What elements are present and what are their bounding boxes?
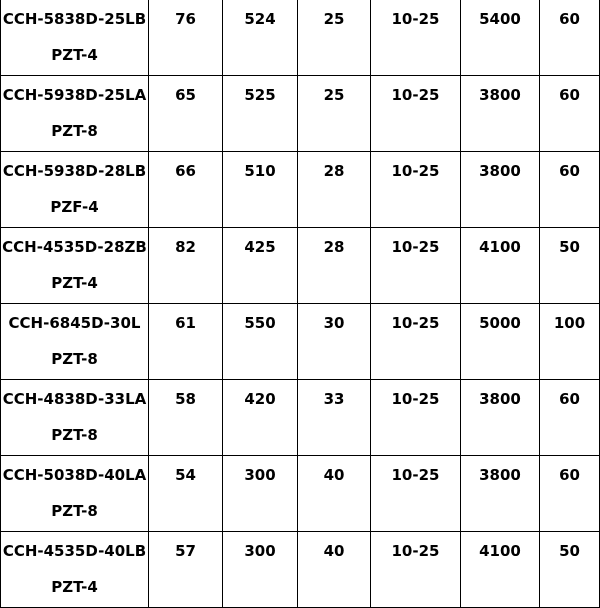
col-2-value <box>223 228 298 304</box>
cell-text: 54 <box>175 466 196 484</box>
cell-text: 76 <box>175 10 196 28</box>
col-5-value <box>461 532 540 608</box>
cell-text: 25 <box>323 10 345 28</box>
material-code: PZT-8 <box>51 122 98 140</box>
col-3-value <box>298 76 371 152</box>
col-7-value <box>540 228 600 304</box>
cell-text: 58 <box>175 390 196 408</box>
col-7-value <box>540 456 600 532</box>
cell-text: 3800 <box>479 162 521 180</box>
cell-text: 524 <box>244 10 276 28</box>
cell-text: 57 <box>175 542 196 560</box>
model-cell <box>1 76 149 152</box>
cell-text: 28 <box>323 162 345 180</box>
col-7-value <box>540 532 600 608</box>
cell-text: 10-25 <box>391 314 440 332</box>
model-number: CCH-5938D-28LB <box>2 162 147 180</box>
col-3-value <box>298 380 371 456</box>
range-value <box>371 0 461 76</box>
col-3-value <box>298 456 371 532</box>
cell-text: 60 <box>559 162 580 180</box>
col-2-value <box>223 456 298 532</box>
table-row <box>1 228 600 304</box>
range-value <box>371 304 461 380</box>
table-row <box>1 76 600 152</box>
model-number: CCH-5838D-25LB <box>2 10 147 28</box>
cell-text: 50 <box>559 238 580 256</box>
range-value <box>371 380 461 456</box>
material-code: PZT-4 <box>51 46 98 64</box>
cell-text: 40 <box>323 542 345 560</box>
model-number: CCH-5938D-25LA <box>2 86 147 104</box>
cell-text: 28 <box>323 238 345 256</box>
col-5-value <box>461 76 540 152</box>
material-code: PZT-8 <box>51 502 98 520</box>
col-3-value <box>298 304 371 380</box>
cell-text: 82 <box>175 238 196 256</box>
col-7-value <box>540 0 600 76</box>
material-code: PZT-4 <box>51 578 98 596</box>
cell-text: 5400 <box>479 10 521 28</box>
model-cell <box>1 228 149 304</box>
range-value <box>371 76 461 152</box>
model-number: CCH-4535D-40LB <box>2 542 147 560</box>
range-value <box>371 456 461 532</box>
table-row <box>1 304 600 380</box>
col-5-value <box>461 456 540 532</box>
col-5-value <box>461 380 540 456</box>
cell-text: 50 <box>559 542 580 560</box>
col-3-value <box>298 228 371 304</box>
model-cell <box>1 304 149 380</box>
material-code: PZT-8 <box>51 350 98 368</box>
cell-text: 10-25 <box>391 390 440 408</box>
cell-text: 100 <box>553 314 586 332</box>
cell-text: 300 <box>244 542 276 560</box>
model-cell <box>1 380 149 456</box>
cell-text: 66 <box>175 162 196 180</box>
cell-text: 60 <box>559 10 580 28</box>
model-number: CCH-5038D-40LA <box>2 466 147 484</box>
model-number: CCH-6845D-30L <box>8 314 141 332</box>
table-row <box>1 380 600 456</box>
col-2-value <box>223 152 298 228</box>
cell-text: 10-25 <box>391 542 440 560</box>
cell-text: 33 <box>323 390 345 408</box>
cell-text: 10-25 <box>391 466 440 484</box>
cell-text: 510 <box>244 162 276 180</box>
cell-text: 60 <box>559 86 580 104</box>
range-value <box>371 228 461 304</box>
col-1-value <box>149 152 223 228</box>
cell-text: 25 <box>323 86 345 104</box>
cell-text: 4100 <box>479 542 521 560</box>
col-7-value <box>540 304 600 380</box>
table-body <box>1 0 600 608</box>
model-cell <box>1 152 149 228</box>
col-1-value <box>149 380 223 456</box>
cell-text: 60 <box>559 466 580 484</box>
material-code: PZT-8 <box>51 426 98 444</box>
cell-text: 61 <box>175 314 196 332</box>
cell-text: 300 <box>244 466 276 484</box>
table-row <box>1 532 600 608</box>
col-5-value <box>461 0 540 76</box>
cell-text: 10-25 <box>391 10 440 28</box>
cell-text: 550 <box>244 314 276 332</box>
col-1-value <box>149 532 223 608</box>
col-5-value <box>461 228 540 304</box>
col-5-value <box>461 152 540 228</box>
col-1-value <box>149 304 223 380</box>
cell-text: 3800 <box>479 86 521 104</box>
col-2-value <box>223 304 298 380</box>
cell-text: 420 <box>244 390 276 408</box>
model-number: CCH-4535D-28ZB <box>2 238 147 256</box>
cell-text: 65 <box>175 86 196 104</box>
col-7-value <box>540 380 600 456</box>
model-number: CCH-4838D-33LA <box>2 390 147 408</box>
range-value <box>371 532 461 608</box>
cell-text: 4100 <box>479 238 521 256</box>
col-3-value <box>298 532 371 608</box>
cell-text: 3800 <box>479 466 521 484</box>
cell-text: 525 <box>244 86 276 104</box>
cell-text: 10-25 <box>391 162 440 180</box>
col-7-value <box>540 152 600 228</box>
material-code: PZF-4 <box>50 198 99 216</box>
table-row <box>1 0 600 76</box>
table-row <box>1 152 600 228</box>
col-5-value <box>461 304 540 380</box>
table-row <box>1 456 600 532</box>
col-1-value <box>149 76 223 152</box>
col-2-value <box>223 0 298 76</box>
col-3-value <box>298 0 371 76</box>
col-7-value <box>540 76 600 152</box>
col-1-value <box>149 456 223 532</box>
cell-text: 60 <box>559 390 580 408</box>
cell-text: 30 <box>323 314 345 332</box>
col-2-value <box>223 380 298 456</box>
cell-text: 10-25 <box>391 86 440 104</box>
col-2-value <box>223 76 298 152</box>
col-1-value <box>149 228 223 304</box>
material-code: PZT-4 <box>51 274 98 292</box>
cell-text: 10-25 <box>391 238 440 256</box>
col-3-value <box>298 152 371 228</box>
range-value <box>371 152 461 228</box>
col-2-value <box>223 532 298 608</box>
cell-text: 425 <box>244 238 276 256</box>
col-1-value <box>149 0 223 76</box>
cell-text: 40 <box>323 466 345 484</box>
model-cell <box>1 456 149 532</box>
cell-text: 3800 <box>479 390 521 408</box>
model-cell <box>1 532 149 608</box>
model-cell <box>1 0 149 76</box>
cell-text: 5000 <box>479 314 521 332</box>
